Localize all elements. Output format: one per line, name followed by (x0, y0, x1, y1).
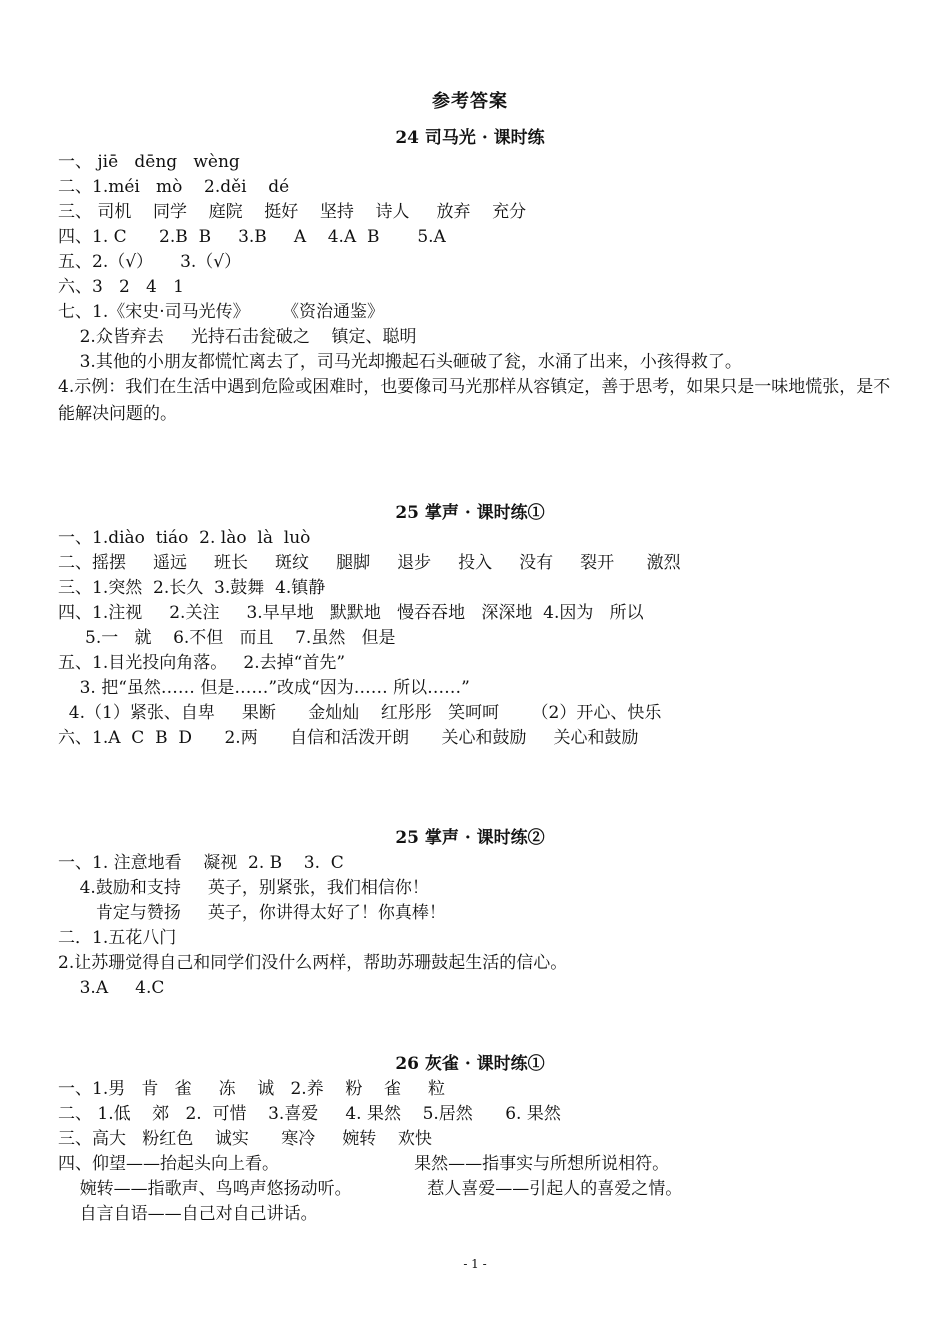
page-title: 参考答案 (432, 91, 508, 112)
answer-line: 七、1.《宋史·司马光传》 《资治通鉴》 (58, 302, 385, 322)
answer-line: 婉转——指歌声、鸟鸣声悠扬动听。 惹人喜爱——引起人的喜爱之情。 (58, 1179, 683, 1199)
section-heading: 25 掌声 · 课时练② (395, 828, 545, 848)
answer-line: 3.其他的小朋友都慌忙离去了，司马光却搬起石头砸破了瓮，水涌了出来，小孩得救了。 (58, 352, 742, 372)
answer-line: 一、1. 注意地看 凝视 2. B 3. C (58, 853, 344, 873)
answer-line: 3.A 4.C (58, 978, 165, 998)
answer-line: 一、1.男 肯 雀 冻 诚 2.养 粉 雀 粒 (58, 1079, 445, 1099)
answer-line: 二、1.méi mò 2.děi dé (58, 177, 290, 197)
answer-line: 一、 jiē dēng wèng (58, 152, 240, 172)
section-heading: 24 司马光 · 课时练 (395, 128, 545, 148)
answer-line: 2.众皆弃去 光持石击瓮破之 镇定、聪明 (58, 327, 417, 347)
answer-line: 二．1.五花八门 (58, 928, 177, 948)
section-heading: 25 掌声 · 课时练① (395, 503, 545, 523)
answer-line: 2.让苏珊觉得自己和同学们没什么两样，帮助苏珊鼓起生活的信心。 (58, 953, 568, 973)
answer-line: 二、 1.低 郊 2. 可惜 3.喜爱 4. 果然 5.居然 6. 果然 (58, 1104, 561, 1124)
answer-line: 四、1. C 2.B B 3.B A 4.A B 5.A (58, 227, 446, 247)
page-number: - 1 - (463, 1257, 487, 1271)
answer-line: 四、仰望——抬起头向上看。 果然——指事实与所想所说相符。 (58, 1154, 670, 1174)
answer-line: 五、2.（√） 3.（√） (58, 252, 242, 272)
answer-line: 4.（1）紧张、自卑 果断 金灿灿 红彤彤 笑呵呵 （2）开心、快乐 (58, 703, 662, 723)
answer-line: 五、1.目光投向角落。 2.去掉“首先” (58, 653, 346, 673)
answer-line: 4.鼓励和支持 英子，别紧张，我们相信你！ (58, 878, 429, 898)
answer-line: 六、3 2 4 1 (58, 277, 184, 297)
answer-line: 4.示例：我们在生活中遇到危险或困难时，也要像司马光那样从容镇定，善于思考，如果只是一味地慌张，是不能解决问题的。 (58, 377, 891, 424)
answer-line: 5.一 就 6.不但 而且 7.虽然 但是 (58, 628, 396, 648)
answer-line: 三、 司机 同学 庭院 挺好 坚持 诗人 放弃 充分 (58, 202, 527, 222)
answer-line: 二、摇摆 遥远 班长 斑纹 腿脚 退步 投入 没有 裂开 激烈 (58, 553, 681, 573)
section-heading: 26 灰雀 · 课时练① (395, 1054, 545, 1074)
answer-line: 一、1.diào tiáo 2. lào là luò (58, 528, 311, 548)
answer-line: 三、1.突然 2.长久 3.鼓舞 4.镇静 (58, 578, 326, 598)
answer-line: 四、1.注视 2.关注 3.早早地 默默地 慢吞吞地 深深地 4.因为 所以 (58, 603, 644, 623)
answer-line: 肯定与赞扬 英子，你讲得太好了！你真棒！ (58, 903, 446, 923)
answer-line: 六、1.A C B D 2.两 自信和活泼开朗 关心和鼓励 关心和鼓励 (58, 728, 639, 748)
answer-line: 三、高大 粉红色 诚实 寒冷 婉转 欢快 (58, 1129, 432, 1149)
answer-line: 3. 把“虽然…… 但是……”改成“因为…… 所以……” (58, 678, 470, 698)
answer-line: 自言自语——自己对自己讲话。 (58, 1204, 318, 1224)
